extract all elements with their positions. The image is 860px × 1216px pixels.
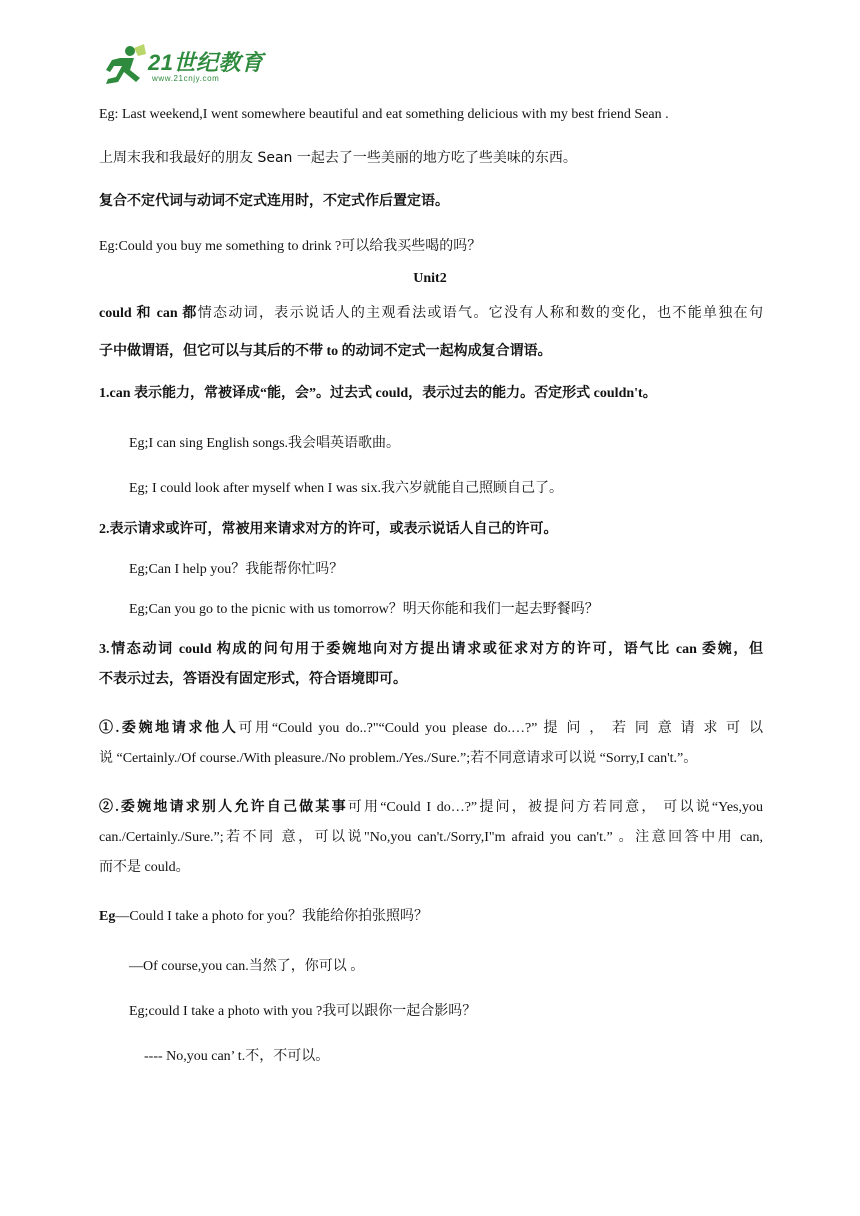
- example-dialogue: Eg;could I take a photo with you ?我可以跟你一起合影吗？: [129, 1003, 477, 1019]
- example-line: Eg;I can sing English songs.我会唱英语歌曲。: [129, 436, 401, 451]
- unit-heading: Unit2: [413, 271, 447, 286]
- paragraph-line: 子中做谓语，但它可以与其后的不带 to 的动词不定式一起构成复合谓语。: [99, 344, 552, 359]
- logo-url: www.21cnjy.com: [152, 74, 220, 83]
- paragraph-line: could 和 can 都情态动词，表示说话人的主观看法或语气。它没有人称和数的变化，也不能单独在句: [99, 306, 763, 321]
- example-sentence: Eg: Last weekend,I went somewhere beautiful and eat something delicious with my best friend Sean .: [99, 107, 669, 122]
- logo: [100, 42, 270, 88]
- example-line: Eg; I could look after myself when I was six.我六岁就能自己照顾自己了。: [129, 480, 563, 496]
- example-dialogue: Eg—Could I take a photo for you？我能给你拍张照吗？: [99, 909, 428, 924]
- sub-point-1: ①.委婉地请求他人可用“Could you do..?"“Could you please do.…?” 提 问 ， 若 同 意 请 求 可 以: [99, 721, 764, 736]
- point-3-heading: 3.情态动词 could 构成的问句用于委婉地向对方提出请求或征求对方的许可，语气比 can 委婉，但: [99, 642, 763, 657]
- point-1-heading: 1.can 表示能力，常被译成“能，会”。过去式 could，表示过去的能力。否定形式 couldn't。: [99, 385, 657, 401]
- example-dialogue: ---- No,you can’ t.不，不可以。: [144, 1048, 330, 1064]
- sub-point-1-continued: 说 “Certainly./Of course./With pleasure./No problem./Yes./Sure.”;若不同意请求可以说 “Sorry,I can't.”。: [99, 751, 698, 766]
- sub-point-2: ②.委婉地请求别人允许自己做某事可用“Could I do…?”提问，被提问方若同意， 可以说“Yes,you: [99, 800, 763, 815]
- example-dialogue: —Of course,you can.当然了，你可以 。: [129, 959, 365, 974]
- sub-point-2-continued: 而不是 could。: [99, 860, 190, 875]
- point-2-heading: 2.表示请求或许可，常被用来请求对方的许可，或表示说话人自己的许可。: [99, 522, 558, 537]
- example-line: Eg;Can you go to the picnic with us tomorrow？明天你能和我们一起去野餐吗？: [129, 602, 599, 617]
- point-3-continued: 不表示过去，答语没有固定形式，符合语境即可。: [99, 672, 407, 687]
- example-line: Eg;Can I help you？我能帮你忙吗？: [129, 562, 344, 577]
- sub-point-2-continued: can./Certainly./Sure.”;若不同 意，可以说"No,you can't./Sorry,I"m afraid you can't.” 。注意回答中用 can,: [99, 830, 763, 845]
- example-line: Eg:Could you buy me something to drink ?可以给我买些喝的吗？: [99, 238, 482, 254]
- grammar-rule: 复合不定代词与动词不定式连用时，不定式作后置定语。: [99, 193, 449, 209]
- example-translation: 上周末我和我最好的朋友 Sean 一起去了一些美丽的地方吃了些美味的东西。: [99, 150, 577, 166]
- logo-name: 21世纪教育: [148, 50, 264, 75]
